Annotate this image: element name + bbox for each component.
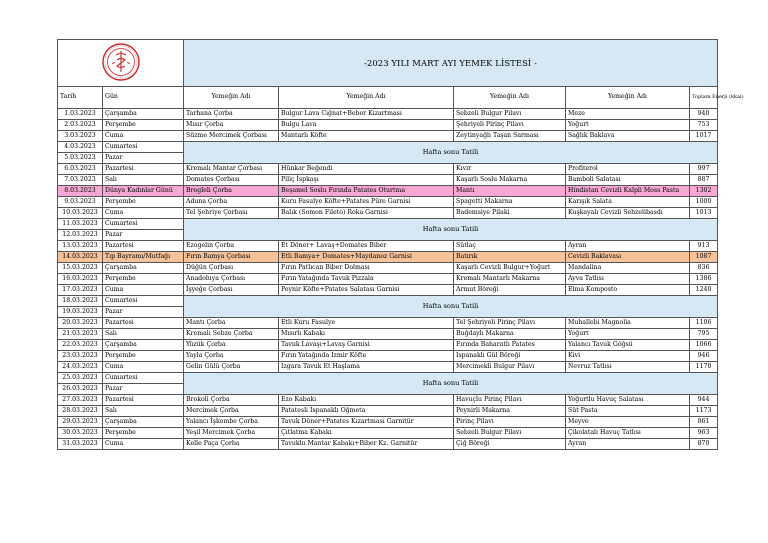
dish-4-cell: Ayva Tatlısı <box>566 274 690 285</box>
dish-2-cell: Fırın Yatağında Tavuk Pizzala <box>279 274 454 285</box>
date-cell: 19.03.2023 <box>58 307 103 318</box>
energy-cell: 963 <box>690 428 718 439</box>
dish-1-cell: Yayla Çorba <box>184 351 279 362</box>
dish-4-cell: Kivi <box>566 351 690 362</box>
table-row <box>58 274 718 285</box>
energy-cell: 753 <box>690 120 718 131</box>
date-cell: 26.03.2023 <box>58 384 103 395</box>
day-cell: Cumartesi <box>103 296 184 307</box>
header-energy: Toplam Enerji (kkal) <box>690 87 718 109</box>
table-row <box>58 362 718 373</box>
dish-1-cell: İşyeğe Çorbası <box>184 285 279 296</box>
dish-3-cell: Pirinç Pilavı <box>454 417 566 428</box>
day-cell: Tıp Bayramı/Mutfağı <box>103 252 184 263</box>
dish-1-cell: Domates Çorbası <box>184 175 279 186</box>
dish-1-cell: Gelin Gülü Çorba <box>184 362 279 373</box>
day-cell: Cuma <box>103 131 184 142</box>
dish-4-cell: Bamboli Salatası <box>566 175 690 186</box>
table-row <box>58 373 718 384</box>
day-cell: Salı <box>103 329 184 340</box>
dish-4-cell: Kuşkayalı Cevizli Sebzelibasdı <box>566 208 690 219</box>
dish-1-cell: Tarhana Çorba <box>184 109 279 120</box>
dish-1-cell: Aduna Çorba <box>184 197 279 208</box>
day-cell: Pazartesi <box>103 241 184 252</box>
dish-1-cell: Mercimek Çorba <box>184 406 279 417</box>
table-row <box>58 263 718 274</box>
date-cell: 3.03.2023 <box>58 131 103 142</box>
date-cell: 11.03.2023 <box>58 219 103 230</box>
energy-cell: 946 <box>690 351 718 362</box>
date-cell: 29.03.2023 <box>58 417 103 428</box>
dish-2-cell: Mısırlı Kabakı <box>279 329 454 340</box>
dish-1-cell: Fırın Bamya Çorbası <box>184 252 279 263</box>
table-row <box>58 208 718 219</box>
dish-4-cell: Mandalina <box>566 263 690 274</box>
dish-2-cell: Izgara Tavuk Et Haşlama <box>279 362 454 373</box>
day-cell: Pazar <box>103 153 184 164</box>
dish-2-cell: Tavuk Lavaşı+Lavaş Garnisi <box>279 340 454 351</box>
menu-table <box>57 39 744 450</box>
energy-cell: 944 <box>690 395 718 406</box>
energy-cell: 1170 <box>690 362 718 373</box>
date-cell: 17.03.2023 <box>58 285 103 296</box>
date-cell: 20.03.2023 <box>58 318 103 329</box>
energy-cell: 836 <box>690 263 718 274</box>
energy-cell: 795 <box>690 329 718 340</box>
logo-cell <box>58 40 184 87</box>
table-row <box>58 340 718 351</box>
dish-3-cell: Mercimekli Bulgur Pilavı <box>454 362 566 373</box>
day-cell: Çarşamba <box>103 109 184 120</box>
table-row <box>58 131 718 142</box>
weekend-holiday-cell: Hafta sonu Tatili <box>184 373 718 395</box>
energy-cell: 1386 <box>690 274 718 285</box>
table-row <box>58 329 718 340</box>
table-row <box>58 252 718 263</box>
dish-1-cell: Yeşil Mercimek Çorba <box>184 428 279 439</box>
date-cell: 15.03.2023 <box>58 263 103 274</box>
dish-2-cell: Etli Kuru Fasulye <box>279 318 454 329</box>
date-cell: 21.03.2023 <box>58 329 103 340</box>
dish-4-cell: Yalancı Tavuk Göğsü <box>566 340 690 351</box>
dish-4-cell: Yoğurt <box>566 329 690 340</box>
table-row <box>58 439 718 450</box>
dish-3-cell: Buğdaylı Makarna <box>454 329 566 340</box>
energy-cell: 1106 <box>690 318 718 329</box>
day-cell: Cumartesi <box>103 142 184 153</box>
dish-4-cell: Süt Pasta <box>566 406 690 417</box>
energy-cell: 1017 <box>690 131 718 142</box>
dish-2-cell: Tavuklu Mantar Kabakı+Biber Kz. Garnitür <box>279 439 454 450</box>
table-row <box>58 109 718 120</box>
day-cell: Dünya Kadınlar Günü <box>103 186 184 197</box>
dish-3-cell: Kremalı Mantarlı Makarna <box>454 274 566 285</box>
dish-3-cell: Peynirli Makarna <box>454 406 566 417</box>
header-dish-3: Yemeğin Adı <box>454 87 566 109</box>
table-row <box>58 186 718 197</box>
dish-1-cell: Ezogelin Çorba <box>184 241 279 252</box>
day-cell: Perşembe <box>103 274 184 285</box>
day-cell: Salı <box>103 406 184 417</box>
ministry-seal-icon <box>101 42 141 82</box>
table-row <box>58 395 718 406</box>
table-row <box>58 351 718 362</box>
date-cell: 1.03.2023 <box>58 109 103 120</box>
dish-3-cell: Sütlaç <box>454 241 566 252</box>
dish-2-cell: Etli Bamya+ Domates+Maydanoz Garnisi <box>279 252 454 263</box>
day-cell: Pazartesi <box>103 318 184 329</box>
dish-4-cell: Ayran <box>566 241 690 252</box>
day-cell: Cuma <box>103 362 184 373</box>
dish-3-cell: Havuçlu Pirinç Pilavı <box>454 395 566 406</box>
energy-cell: 1302 <box>690 186 718 197</box>
dish-3-cell: Çiğ Böreği <box>454 439 566 450</box>
energy-cell: 1013 <box>690 208 718 219</box>
dish-1-cell: Kelle Paça Çorba <box>184 439 279 450</box>
day-cell: Perşembe <box>103 197 184 208</box>
dish-3-cell: Şehriyeli Pirinç Pilavı <box>454 120 566 131</box>
dish-3-cell: Sebzeli Bulgur Pilavı <box>454 109 566 120</box>
energy-cell: 861 <box>690 417 718 428</box>
day-cell: Cumartesi <box>103 219 184 230</box>
dish-1-cell: Brokoli Çorba <box>184 395 279 406</box>
date-cell: 13.03.2023 <box>58 241 103 252</box>
date-cell: 28.03.2023 <box>58 406 103 417</box>
day-cell: Perşembe <box>103 428 184 439</box>
day-cell: Cumartesi <box>103 373 184 384</box>
dish-1-cell: Brogleli Çorba <box>184 186 279 197</box>
dish-4-cell: Hindistan Cevizli Kalpli Moss Pasta <box>566 186 690 197</box>
day-cell: Pazartesi <box>103 164 184 175</box>
energy-cell: 1087 <box>690 252 718 263</box>
dish-4-cell: Profiterol <box>566 164 690 175</box>
date-cell: 7.03.2023 <box>58 175 103 186</box>
dish-2-cell: Peynir Köfte+Patates Salatası Garnisi <box>279 285 454 296</box>
day-cell: Perşembe <box>103 120 184 131</box>
date-cell: 23.03.2023 <box>58 351 103 362</box>
table-row <box>58 406 718 417</box>
energy-cell: 1066 <box>690 340 718 351</box>
page-title: -2023 YILI MART AYI YEMEK LİSTESİ - <box>184 40 718 87</box>
dish-4-cell: Yoğurtlu Havuç Salatası <box>566 395 690 406</box>
day-cell: Cuma <box>103 208 184 219</box>
day-cell: Çarşamba <box>103 417 184 428</box>
energy-cell: 1000 <box>690 197 718 208</box>
dish-4-cell: Elma Komposto <box>566 285 690 296</box>
dish-2-cell: Mantarlı Köfte <box>279 131 454 142</box>
dish-3-cell: Ispanaklı Gül Böreği <box>454 351 566 362</box>
date-cell: 4.03.2023 <box>58 142 103 153</box>
table-row <box>58 197 718 208</box>
dish-2-cell: Hünkar Beğendi <box>279 164 454 175</box>
dish-1-cell: Düğün Çorbası <box>184 263 279 274</box>
table-row <box>58 318 718 329</box>
header-dish-2: Yemeğin Adı <box>279 87 454 109</box>
table-row <box>58 164 718 175</box>
table-row <box>58 219 718 230</box>
dish-4-cell: Sağlık Baklava <box>566 131 690 142</box>
date-cell: 14.03.2023 <box>58 252 103 263</box>
dish-3-cell: Batırık <box>454 252 566 263</box>
dish-3-cell: Mantı <box>454 186 566 197</box>
dish-3-cell: Zeytinyağlı Taşan Sarması <box>454 131 566 142</box>
header-row <box>58 87 718 109</box>
header-dish-4: Yemeğin Adı <box>566 87 690 109</box>
dish-3-cell: Kaşarlı Cevizli Bulgur+Yoğurt <box>454 263 566 274</box>
dish-1-cell: Anadoluya Çorbası <box>184 274 279 285</box>
table-row <box>58 120 718 131</box>
dish-4-cell: Ayran <box>566 439 690 450</box>
date-cell: 10.03.2023 <box>58 208 103 219</box>
dish-2-cell: Et Döner+ Lavaş+Domates Biber <box>279 241 454 252</box>
date-cell: 25.03.2023 <box>58 373 103 384</box>
dish-2-cell: Bulgur Lava Cığnat+Beber Kızartması <box>279 109 454 120</box>
dish-2-cell: Balık (Somon Fileto) Roka Garnisi <box>279 208 454 219</box>
dish-4-cell: Muhallebi Magnolia <box>566 318 690 329</box>
date-cell: 16.03.2023 <box>58 274 103 285</box>
table-row <box>58 417 718 428</box>
energy-cell: 997 <box>690 164 718 175</box>
date-cell: 5.03.2023 <box>58 153 103 164</box>
dish-3-cell: Kaşarlı Soslu Makarna <box>454 175 566 186</box>
weekend-holiday-cell: Hafta sonu Tatili <box>184 219 718 241</box>
dish-1-cell: Tel Şehriye Çorbası <box>184 208 279 219</box>
dish-3-cell: Sebzeli Bulgur Pilavı <box>454 428 566 439</box>
dish-2-cell: Beşamel Soslu Fırında Patates Oturtma <box>279 186 454 197</box>
day-cell: Salı <box>103 175 184 186</box>
table-row <box>58 428 718 439</box>
energy-cell: 940 <box>690 109 718 120</box>
table-row <box>58 142 718 153</box>
dish-2-cell: Patatesli Ispanaklı Oğmeta <box>279 406 454 417</box>
dish-2-cell: Çıtlatma Kabakı <box>279 428 454 439</box>
dish-1-cell: Kremalı Mantar Çorbası <box>184 164 279 175</box>
energy-cell: 1240 <box>690 285 718 296</box>
day-cell: Pazar <box>103 230 184 241</box>
dish-3-cell: Bademsiye Pilaki <box>454 208 566 219</box>
header-date: Tarih <box>58 87 103 109</box>
date-cell: 24.03.2023 <box>58 362 103 373</box>
dish-4-cell: Meyve <box>566 417 690 428</box>
dish-4-cell: Yoğurt <box>566 120 690 131</box>
dish-2-cell: Piliç İspkaşı <box>279 175 454 186</box>
energy-cell: 887 <box>690 175 718 186</box>
dish-1-cell: Yüzük Çorba <box>184 340 279 351</box>
dish-1-cell: Süzme Mercimek Çorbası <box>184 131 279 142</box>
dish-1-cell: Mısır Çorba <box>184 120 279 131</box>
dish-2-cell: Fırın Yatağında Izmir Köfte <box>279 351 454 362</box>
dish-2-cell: Ezo Kabakı <box>279 395 454 406</box>
energy-cell: 913 <box>690 241 718 252</box>
day-cell: Perşembe <box>103 351 184 362</box>
dish-4-cell: Çikolatalı Havuç Tatlısı <box>566 428 690 439</box>
weekend-holiday-cell: Hafta sonu Tatili <box>184 142 718 164</box>
date-cell: 18.03.2023 <box>58 296 103 307</box>
date-cell: 27.03.2023 <box>58 395 103 406</box>
table-row <box>58 285 718 296</box>
header-day: Gün <box>103 87 184 109</box>
dish-3-cell: Kıvır <box>454 164 566 175</box>
dish-4-cell: Karışık Salata <box>566 197 690 208</box>
date-cell: 2.03.2023 <box>58 120 103 131</box>
energy-cell: 1173 <box>690 406 718 417</box>
dish-3-cell: Tel Şehriyeli Pirinç Pilavı <box>454 318 566 329</box>
date-cell: 12.03.2023 <box>58 230 103 241</box>
day-cell: Pazar <box>103 307 184 318</box>
date-cell: 9.03.2023 <box>58 197 103 208</box>
day-cell: Pazartesi <box>103 395 184 406</box>
header-dish-1: Yemeğin Adı <box>184 87 279 109</box>
dish-4-cell: Cevizli Baklavası <box>566 252 690 263</box>
day-cell: Cuma <box>103 285 184 296</box>
table-row <box>58 296 718 307</box>
day-cell: Pazar <box>103 384 184 395</box>
dish-3-cell: Armut Böreği <box>454 285 566 296</box>
date-cell: 31.03.2023 <box>58 439 103 450</box>
table-row <box>58 241 718 252</box>
table-row <box>58 175 718 186</box>
dish-3-cell: Fırında Baharatlı Patates <box>454 340 566 351</box>
date-cell: 30.03.2023 <box>58 428 103 439</box>
date-cell: 6.03.2023 <box>58 164 103 175</box>
date-cell: 8.03.2023 <box>58 186 103 197</box>
dish-4-cell: Nevruz Tatlısı <box>566 362 690 373</box>
dish-1-cell: Yalancı İşkembe Çorba <box>184 417 279 428</box>
dish-1-cell: Kremalı Sebze Çorba <box>184 329 279 340</box>
dish-3-cell: Spagetti Makarna <box>454 197 566 208</box>
dish-2-cell: Fırın Patlıcan Biber Dolması <box>279 263 454 274</box>
dish-2-cell: Bulgu Lava <box>279 120 454 131</box>
weekend-holiday-cell: Hafta sonu Tatili <box>184 296 718 318</box>
day-cell: Cuma <box>103 439 184 450</box>
date-cell: 22.03.2023 <box>58 340 103 351</box>
day-cell: Çarşamba <box>103 263 184 274</box>
day-cell: Çarşamba <box>103 340 184 351</box>
dish-2-cell: Tavuk Döner+Patates Kızartması Garnitür <box>279 417 454 428</box>
dish-4-cell: Meze <box>566 109 690 120</box>
title-row <box>58 40 718 87</box>
dish-1-cell: Mantı Çorba <box>184 318 279 329</box>
dish-2-cell: Kuru Fasulye Köfte+Patates Püre Garnisi <box>279 197 454 208</box>
energy-cell: 870 <box>690 439 718 450</box>
